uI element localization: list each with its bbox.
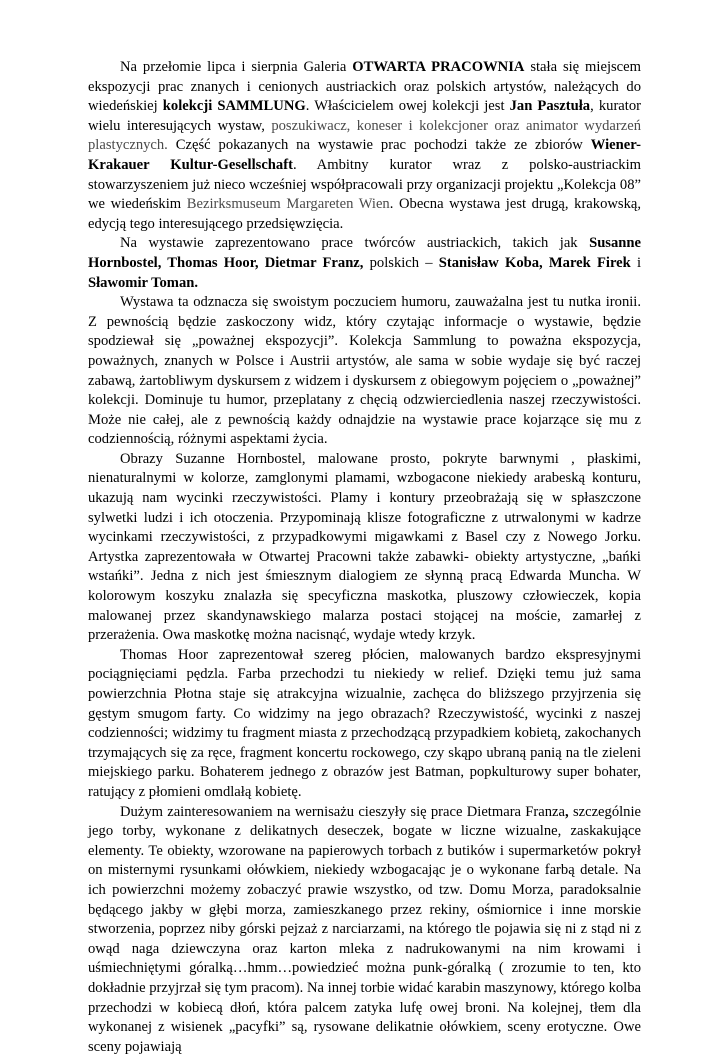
gray-text-run: poszukiwacz, koneser i kolekcjoner oraz animator wydarzeń plastycznych. [88, 117, 641, 154]
text-run: . Obecna wystawa jest drugą, krakowską, edycją tego interesującego przedsięwzięcia. [88, 196, 642, 232]
text-run: stała się miejscem ekspozycji prac znanych i cenionych austriackich oraz polskich artystów, należących do wiedeńskiej [88, 59, 641, 115]
bold-text-run: Jan Pasztuła [509, 98, 591, 115]
paragraph-artists [88, 234, 641, 293]
bold-text-run: kolekcji SAMMLUNG [162, 98, 306, 115]
text-run: szczególnie jego torby, wykonane z delikatnych deseczek, bogate w liczne wizualne, zaskakujące elementy. Te obiekty, wzorowane na papierowych torbach z butików i supermarketów pokrył on misternymi rysunkami ołówkiem, niekiedy wzbogacając je o wykonane farbą detale. Na ich powierzchni możemy zobaczyć prawie wszystko, od tzw. Domu Morza, paradoksalnie będącego jakby w głębi morza, zamieszkanego przez rekiny, ośmiornice i inne morskie stworzenia, poprzez niby górski pejzaż z narciarzami, na którego tle pojawia się ni z stąd ni z owąd naga dziewczyna oraz karton mleka z nadrukowanymi na nim krowami i uśmiechniętymi góralką…hmm…powiedzieć można punk-góralką ( zrozumie to ten, kto dokładnie przyjrzał się tym pracom). Na innej torbie widać karabin maszynowy, którego kolba przechodzi w kobiecą dłoń, która palcem zatyka lufę owej broni. Na kolejnej, tłem dla wykonanej z wisienek „pacyfki” są, rysowane delikatnie ołówkiem, sceny erotyczne. Owe sceny pojawiają [88, 803, 642, 1055]
text-run: Na wystawie zaprezentowano prace twórców austriackich, takich jak [120, 235, 590, 252]
paragraph-intro [88, 58, 641, 234]
bold-text-run: , [565, 803, 569, 820]
bold-text-run: Wiener-Krakauer Kultur-Gesellschaft [88, 137, 641, 173]
text-run: i [630, 254, 641, 271]
bold-text-run: Stanisław Koba, Marek Firek [438, 254, 631, 271]
paragraph-hoor [88, 646, 641, 803]
bold-text-run: Sławomir Toman. [88, 274, 199, 291]
document-page [88, 58, 641, 1057]
paragraph-franz [88, 803, 641, 1057]
text-run: . Właścicielem owej kolekcji jest [305, 98, 510, 115]
text-run: , kurator wielu interesujących wystaw, [88, 98, 641, 134]
text-run: Obrazy Suzanne Hornbostel, malowane prosto, pokryte barwnymi , płaskimi, nienaturalnymi w kolorze, zamglonymi plamami, wzbogacone niekiedy arabeską konturu, ukazują nam wycinki rzeczywistości. Plamy i kontury przeobrażają się w spłaszczone sylwetki ludzi i ich otoczenia. Przypominają klisze fotograficzne z utrwalonymi w kadrze wycinkami rzeczywistości, z przypadkowymi migawkami z Basel czy z Nowego Jorku. Artystka zaprezentowała w Otwartej Pracowni także zabawki- obiekty artystyczne, „bańki wstańki”. Jedna z nich jest śmiesznym dialogiem ze słynną pracą Edwarda Muncha. W kolorowym koszyku znalazła się specyficzna maskotka, pluszowy człowieczek, kopia malowanej przez skandynawskiego malarza postaci stojącej na moście, zamarłej z przerażenia. Owa maskotkę można nacisnąć, wydaje wtedy krzyk. [88, 450, 641, 644]
gray-text-run: Bezirksmuseum Margareten Wien [186, 196, 390, 213]
text-run: polskich – [363, 254, 439, 271]
paragraph-humor [88, 293, 641, 450]
text-run: . Ambitny kurator wraz z polsko-austriackim stowarzyszeniem już nieco wcześniej współpracowali przy organizacji projektu „Kolekcja 08” we wiedeńskim [88, 156, 641, 213]
paragraph-hornbostel [88, 450, 641, 646]
text-run: Na przełomie lipca i sierpnia Galeria [120, 59, 353, 75]
bold-text-run: Susanne Hornbostel, Thomas Hoor, Dietmar Franz, [88, 235, 641, 271]
bold-text-run: OTWARTA PRACOWNIA [352, 59, 525, 75]
text-run: Część pokazanych na wystawie prac pochodzi także ze zbiorów [167, 137, 591, 154]
text-run: Thomas Hoor zaprezentował szereg płócien, malowanych bardzo ekspresyjnymi pociągnięciami pędzla. Farba przechodzi tu niekiedy w relief. Dzięki temu już sama powierzchnia Płotna staje się atrakcyjna wizualnie, zachęca do bliższego przyjrzenia się gęstym smugom farty. Co widzimy na jego obrazach? Rzeczywistość, wycinki z naszej codzienności; widzimy tu fragment miasta z przechodzącą przypadkiem kobietą, zakochanych trzymających się za ręce, fragment koncertu rockowego, czy skąpo ubraną panią na tle zieleni miejskiego parku. Bohaterem jednego z obrazów jest Batman, popkulturowy super bohater, ratujący z płomieni omdlałą kobietę. [88, 646, 641, 800]
text-run: Wystawa ta odznacza się swoistym poczuciem humoru, zauważalna jest tu nutka ironii. Z pewnością będzie zaskoczony widz, który czytając informacje o wystawie, będzie spodziewał się „poważnej ekspozycji”. Kolekcja Sammlung to poważna ekspozycja, poważnych, znanych w Polsce i Austrii artystów, ale sama w sobie wydaje się być raczej zabawą, żartobliwym dyskursem z widzem i dyskursem z obiegowym pojęciem o „poważnej” kolekcji. Dominuje tu humor, przeplatany z chęcią odzwierciedlenia naszej rzeczywistości. Może nie całej, ale z pewnością każdy odnajdzie na wystawie prace kojarzące się mu z codziennością, różnymi aspektami życia. [88, 294, 641, 448]
text-run: Dużym zainteresowaniem na wernisażu cieszyły się prace Dietmara Franza [120, 803, 566, 820]
